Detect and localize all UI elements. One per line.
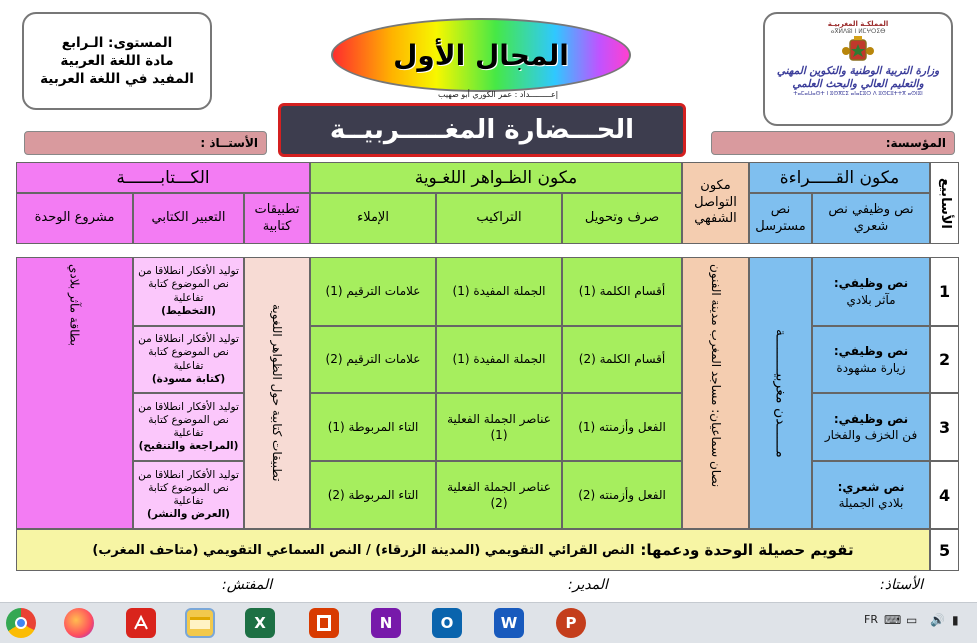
excel-icon[interactable]: X xyxy=(245,608,275,638)
syntax-cell: عناصر الجملة الفعلية (2) xyxy=(436,461,562,529)
week-number: 5 xyxy=(930,529,959,571)
syntax-cell: الجملة المفيدة (1) xyxy=(436,257,562,326)
writing-apps-cell: تطبيقات كتابية حول الظواهر اللغوية xyxy=(244,257,310,529)
firefox-icon[interactable] xyxy=(64,608,94,638)
reading-continuous-header: نص مسترسل xyxy=(749,193,812,244)
office-icon[interactable] xyxy=(309,608,339,638)
powerpoint-icon[interactable]: P xyxy=(556,608,586,638)
tifinagh-bottom: ⵜⴰⵎⴰⵡⴰⵙⵜ ⵏ ⵓⵙⴳⵎⵉ ⴰⵏⴰⵎⵓⵔ ⴷ ⵓⵙⵎⵓⵜⵜⴳ ⴰⵙⵏⵓⵏ xyxy=(793,91,923,98)
kingdom-label: المملكـة المغربيـة xyxy=(827,20,889,28)
syntax-cell: عناصر الجملة الفعلية (1) xyxy=(436,393,562,461)
evaluation-text: النص القرائي التقويمي (المدينة الزرقاء) / النص السماعي التقويمي (متاحف المغرب) xyxy=(92,542,635,558)
spelling-header: الإملاء xyxy=(310,193,436,244)
teacher-field xyxy=(24,131,267,155)
ministry-logo-box xyxy=(763,12,953,126)
teacher-signature-label: الأستاذ: xyxy=(880,577,924,593)
level-info-box xyxy=(22,12,212,110)
reading-functional-header: نص وظيفي نص شعري xyxy=(812,193,930,244)
unit-banner xyxy=(278,103,686,157)
week-number: 2 xyxy=(930,326,959,393)
acrobat-icon[interactable] xyxy=(126,608,156,638)
writing-project-header: مشروع الوحدة xyxy=(16,193,133,244)
textbook-line: المفيد في اللغة العربية xyxy=(40,71,194,87)
writing-expression-header: التعبير الكتابي xyxy=(133,193,244,244)
morphology-cell: أقسام الكلمة (2) xyxy=(562,326,682,393)
continuous-text-cell: مــــــدن مغربيـــــــــة xyxy=(749,257,812,529)
chrome-icon[interactable] xyxy=(6,608,36,638)
school-label: المؤسسة: xyxy=(885,136,946,150)
volume-icon[interactable]: 🔊 xyxy=(930,613,945,627)
reading-header: مكون القـــــراءة xyxy=(749,162,930,193)
expression-cell: توليد الأفكار انطلاقا من نص الموضوع كتابة تفاعلية (التخطيط) xyxy=(133,257,244,326)
reading-cell: نص وظيفي: فن الخزف والفخار xyxy=(812,393,930,461)
teacher-label: الأستــاذ : xyxy=(200,136,258,150)
week-number: 1 xyxy=(930,257,959,326)
expression-cell: توليد الأفكار انطلاقا من نص الموضوع كتابة تفاعلية (المراجعة والتنقيح) xyxy=(133,393,244,461)
morphology-header: صرف وتحويل xyxy=(562,193,682,244)
syntax-cell: الجملة المفيدة (1) xyxy=(436,326,562,393)
expression-cell: توليد الأفكار انطلاقا من نص الموضوع كتابة تفاعلية (كتابة مسودة) xyxy=(133,326,244,393)
language-indicator[interactable]: FR xyxy=(864,613,878,626)
coat-of-arms-icon xyxy=(841,35,875,65)
school-field xyxy=(711,131,955,155)
morphology-cell: الفعل وأزمنته (1) xyxy=(562,393,682,461)
word-icon[interactable]: W xyxy=(494,608,524,638)
inspector-signature-label: المفتش: xyxy=(222,577,273,593)
ministry-name: وزارة التربية الوطنية والتكوين المهني والتعليم العالي والبحث العلمي xyxy=(776,65,940,91)
writing-header: الكـــتابـــــــة xyxy=(16,162,310,193)
keyboard-icon[interactable]: ⌨ xyxy=(884,613,902,627)
unit-title: الحـــضارة المغـــــربيــة xyxy=(329,115,635,145)
subject-line: مادة اللغة العربية xyxy=(60,53,174,69)
morphology-cell: أقسام الكلمة (1) xyxy=(562,257,682,326)
spelling-cell: علامات الترقيم (1) xyxy=(310,257,436,326)
oral-cell: نصان سماعيان: مساجد المغرب مدينة الفنون xyxy=(682,257,749,529)
language-header: مكون الظـواهر اللغـوية xyxy=(310,162,682,193)
week-number: 4 xyxy=(930,461,959,529)
project-cell: بطاقة مآثر بلادي xyxy=(16,257,133,529)
reading-cell: نص وظيفي: زيارة مشهودة xyxy=(812,326,930,393)
reading-cell: نص وظيفي: مآثر بلادي xyxy=(812,257,930,326)
outlook-icon[interactable]: O xyxy=(432,608,462,638)
network-icon[interactable]: ▭ xyxy=(906,613,918,627)
spelling-cell: التاء المربوطة (2) xyxy=(310,461,436,529)
spelling-cell: علامات الترقيم (2) xyxy=(310,326,436,393)
director-signature-label: المدير: xyxy=(568,577,608,593)
unit-evaluation-row xyxy=(16,529,930,571)
spelling-cell: التاء المربوطة (1) xyxy=(310,393,436,461)
morphology-cell: الفعل وأزمنته (2) xyxy=(562,461,682,529)
evaluation-lead: تقويم حصيلة الوحدة ودعمها: xyxy=(640,541,854,559)
reading-cell: نص شعري: بلادي الجميلة xyxy=(812,461,930,529)
expression-cell: توليد الأفكار انطلاقا من نص الموضوع كتابة تفاعلية (العرض والنشر) xyxy=(133,461,244,529)
onenote-icon[interactable]: N xyxy=(371,608,401,638)
oral-header: مكون التواصل الشفهي xyxy=(682,162,749,244)
level-line: المستوى: الـرابع xyxy=(61,35,173,51)
week-number: 3 xyxy=(930,393,959,461)
file-explorer-icon[interactable] xyxy=(185,608,215,638)
syntax-header: التراكيب xyxy=(436,193,562,244)
battery-icon[interactable]: ▮ xyxy=(952,613,959,627)
page-title: المجال الأول xyxy=(393,38,569,72)
writing-apps-header: تطبيقات كتابية xyxy=(244,193,310,244)
title-oval xyxy=(331,18,631,92)
tifinagh-top: ⴰⴳⵍⴷⵓⵏ ⵏ ⵍⵎⵖⵔⵉⴱ xyxy=(830,28,886,35)
weeks-header: الأسابيع xyxy=(930,162,959,244)
author-line: إعـــــــــداد : عمر الكوري أبو صهيب xyxy=(438,90,558,99)
